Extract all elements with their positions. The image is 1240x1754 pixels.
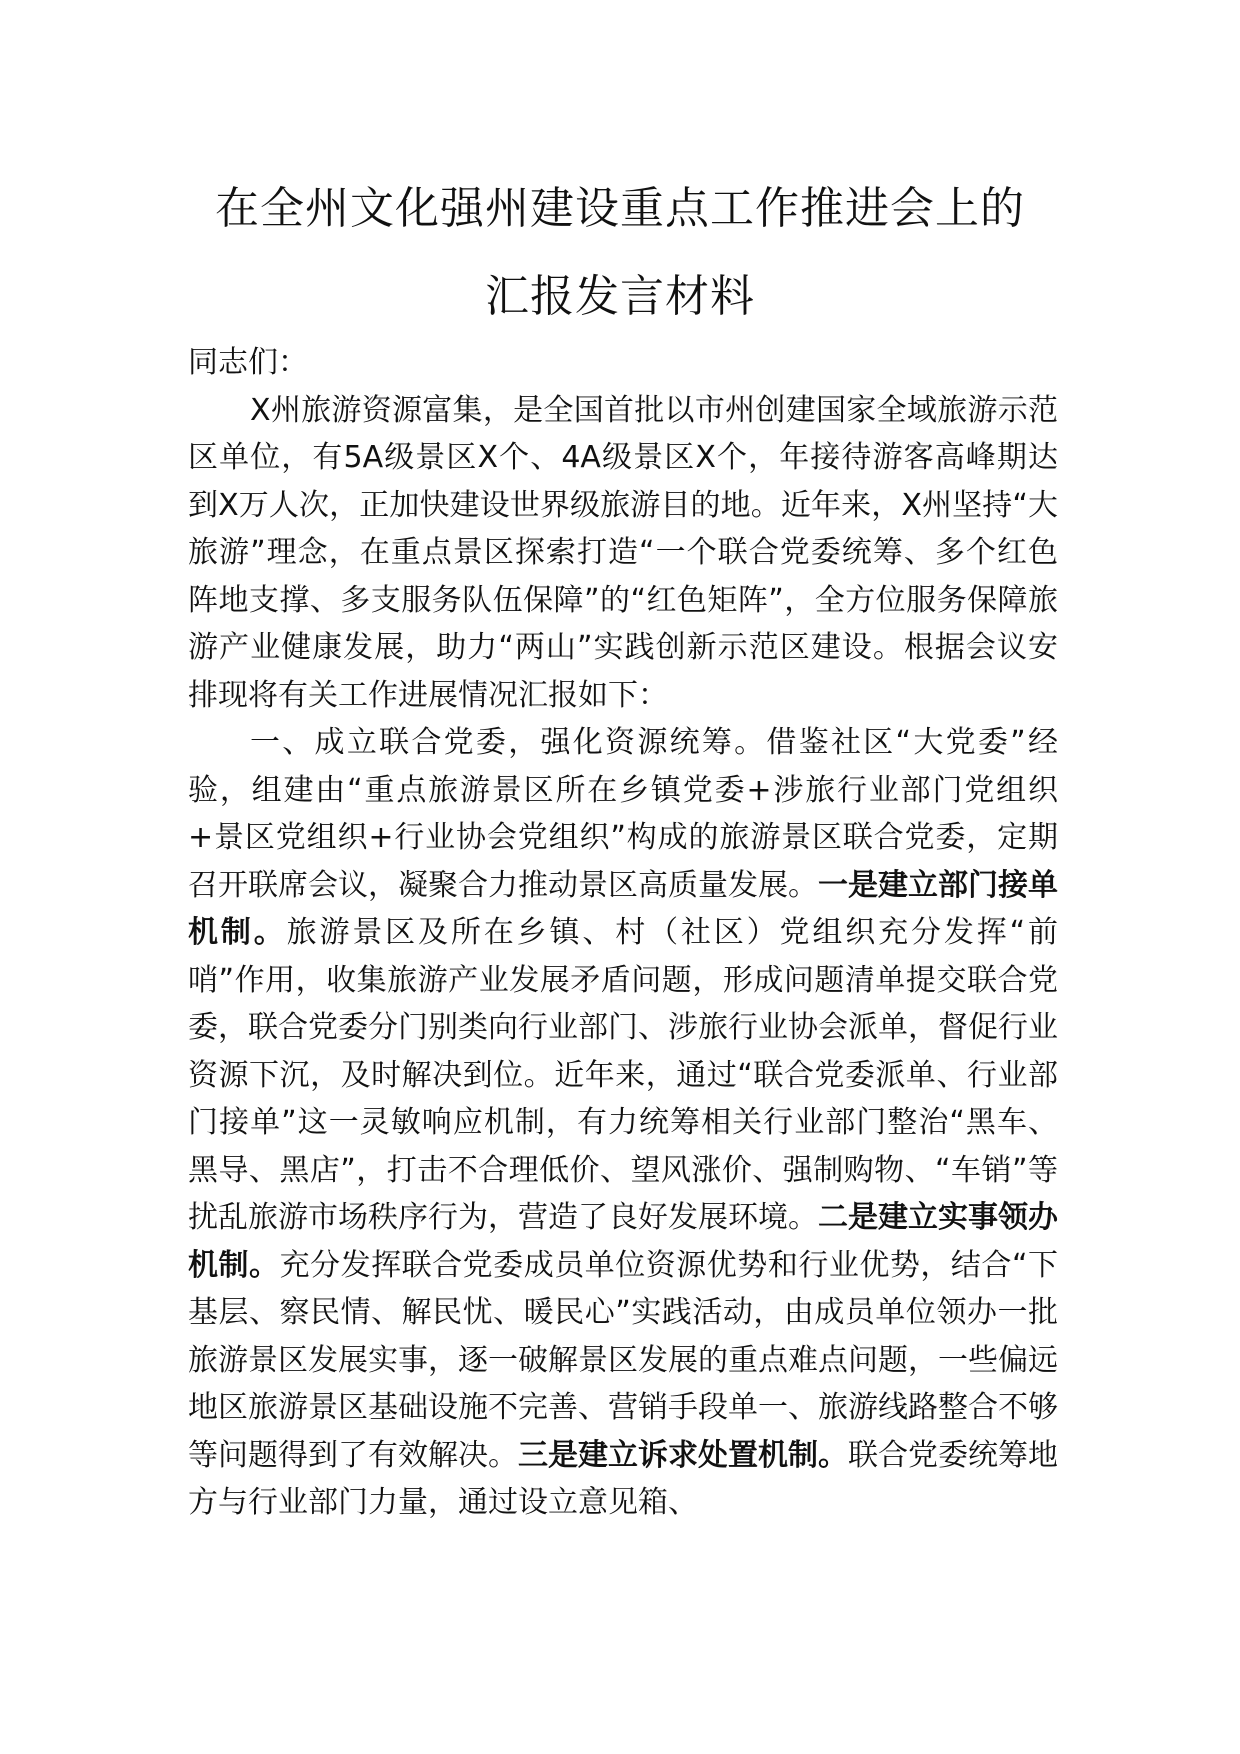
section-one-heading: 一、成立联合党委，强化资源统筹。 <box>250 725 767 760</box>
document-title-line-2: 汇报发言材料 <box>485 271 755 322</box>
document-body <box>188 339 1058 1527</box>
mechanism-one-heading: 一是建立部门接单机制。 <box>188 867 1058 950</box>
paragraph-intro: X州旅游资源富集，是全国首批以市州创建国家全域旅游示范区单位，有5A级景区X个、4A级景区X个，年接待游客高峰期达到X万人次，正加快建设世界级旅游目的地。近年来，X州坚持“大旅游”理念，在重点景区探索打造“一个联合党委统筹、多个红色阵地支撑、多支服务队伍保障”的“红色矩阵”，全方位服务保障旅游产业健康发展，助力“两山”实践创新示范区建设。根据会议安排现将有关工作进展情况汇报如下： <box>188 392 1058 713</box>
mechanism-three-heading: 三是建立诉求处置机制。 <box>518 1437 848 1473</box>
document-title-line-1: 在全州文化强州建设重点工作推进会上的 <box>215 183 1025 234</box>
section-one-text-3: 充分发挥联合党委成员单位资源优势和行业优势，结合“下基层、察民情、解民忧、暖民心”实践活动，由成员单位领办一批旅游景区发展实事，逐一破解景区发展的重点难点问题，一些偏远地区旅游景区基础设施不完善、营销手段单一、旅游线路整合不够等问题得到了有效解决。 <box>188 1247 1059 1473</box>
section-one-text-1: 借鉴社区“大党委”经验，组建由“重点旅游景区所在乡镇党委+涉旅行业部门党组织+景区党组织+行业协会党组织”构成的旅游景区联合党委，定期召开联席会议，凝聚合力推动景区高质量发展。 <box>188 725 1058 903</box>
mechanism-two-heading: 二是建立实事领办机制。 <box>188 1200 1058 1283</box>
section-one-text-4: 联合党委统筹地方与行业部门力量，通过设立意见箱、 <box>188 1437 1058 1520</box>
section-one-text-2: 旅游景区及所在乡镇、村（社区）党组织充分发挥“前哨”作用，收集旅游产业发展矛盾问题，形成问题清单提交联合党委，联合党委分门别类向行业部门、涉旅行业协会派单，督促行业资源下沉，及时解决到位。近年来，通过“联合党委派单、行业部门接单”这一灵敏响应机制，有力统筹相关行业部门整治“黑车、黑导、黑店”，打击不合理低价、望风涨价、强制购物、“车销”等扰乱旅游市场秩序行为，营造了良好发展环境。 <box>188 915 1058 1235</box>
paragraph-section-one <box>188 719 1058 1527</box>
salutation: 同志们： <box>188 345 308 380</box>
